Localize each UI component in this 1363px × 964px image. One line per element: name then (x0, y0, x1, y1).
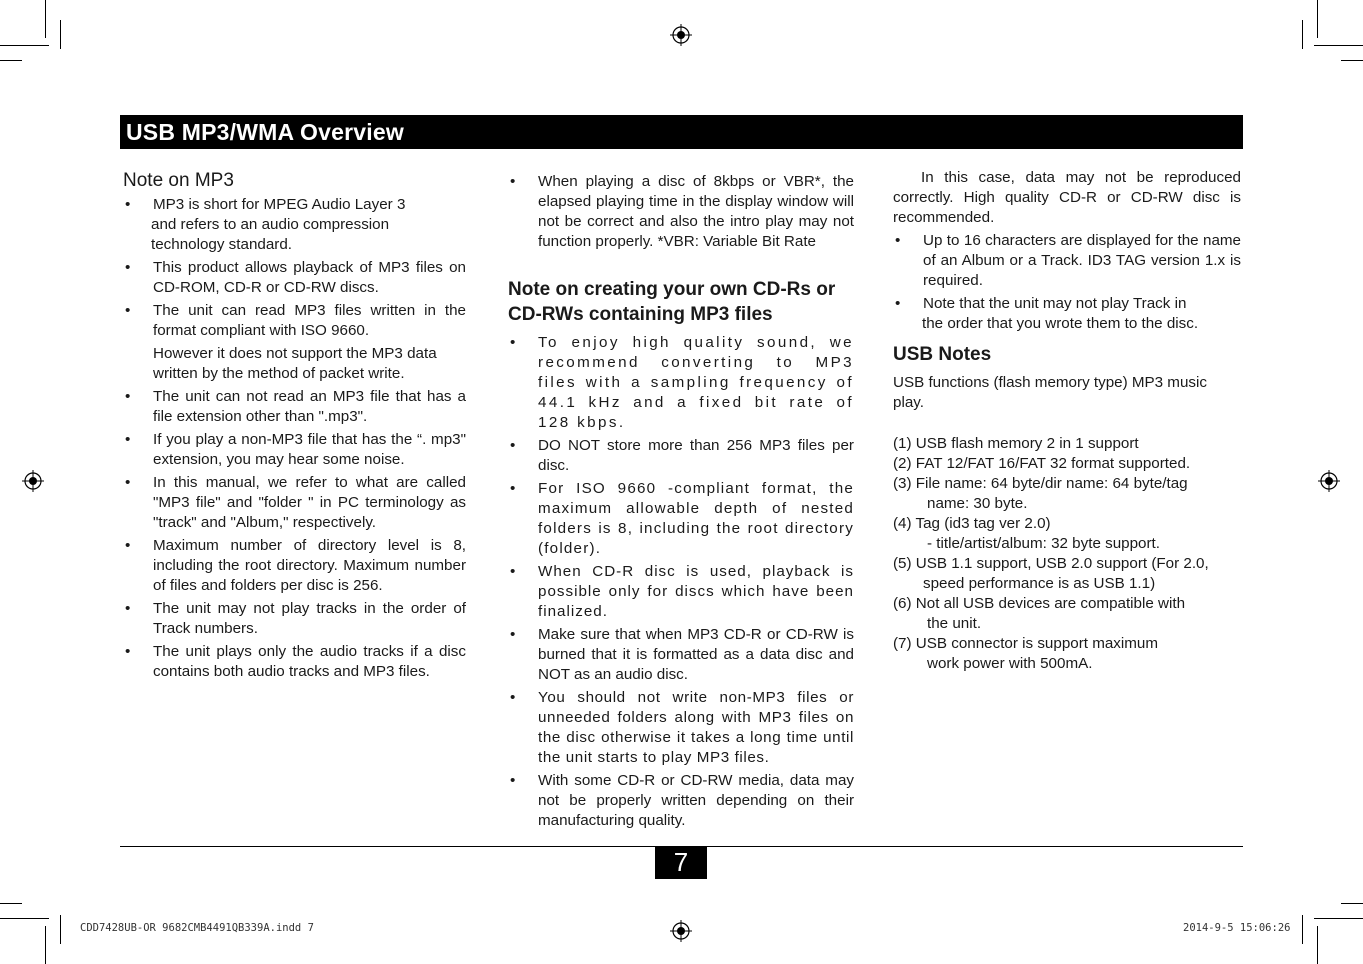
heading-note-on-mp3: Note on MP3 (123, 170, 234, 191)
item-text: To enjoy high quality sound, we recommend converting to MP3 files with a sampling frequency of 44.1 kHz and a fixed bit rate of 128 kbps. (538, 334, 854, 431)
list-item (893, 231, 1241, 291)
sub-paragraph: However it does not support the MP3 data written by the method of packet write. (153, 345, 437, 382)
list-item (893, 454, 1241, 474)
item-text: You should not write non-MP3 files or unneeded folders along with MP3 files on the disc otherwise it takes a long time until the unit starts to play MP3 files. (538, 689, 854, 766)
crop-mark (1302, 20, 1303, 49)
line: the order that you wrote them to the disc. (922, 315, 1199, 332)
list-item (123, 642, 466, 682)
line: (3) File name: 64 byte/dir name: 64 byte/tag (893, 475, 1188, 492)
bullet-icon: • (125, 196, 131, 213)
bullet-icon: • (510, 689, 516, 706)
line: (5) USB 1.1 support, USB 2.0 support (For 2.0, (893, 555, 1209, 572)
list-item (123, 301, 466, 341)
bullet-icon: • (125, 643, 131, 660)
list-item (123, 599, 466, 639)
line: MP3 is short for MPEG Audio Layer 3 (153, 196, 406, 213)
list-item (508, 333, 854, 433)
registration-mark-icon (670, 24, 692, 46)
line: work power with 500mA. (927, 655, 1093, 672)
list-item (123, 387, 466, 427)
item-text: Make sure that when MP3 CD-R or CD-RW is burned that it is formatted as a data disc and NOT as an audio disc. (538, 626, 854, 683)
list-item (508, 771, 854, 831)
bullet-icon: • (510, 437, 516, 454)
line: (2) FAT 12/FAT 16/FAT 32 format supported. (893, 455, 1191, 472)
line: and refers to an audio compression (151, 216, 390, 233)
crop-mark (1317, 0, 1318, 38)
heading-usb-notes: USB Notes (893, 344, 992, 365)
crop-mark (1317, 926, 1318, 964)
item-text: When playing a disc of 8kbps or VBR*, the elapsed playing time in the display window will not be correct and also the intro play may not function properly. *VBR: Variable Bit Rate (538, 173, 854, 250)
section-title: USB MP3/WMA Overview (120, 115, 1243, 149)
item-text: Maximum number of directory level is 8, including the root directory. Maximum number of files and folders per disc is 256. (153, 537, 466, 594)
line: name: 30 byte. (927, 495, 1028, 512)
crop-mark (45, 0, 46, 38)
list-item (123, 430, 466, 470)
paragraph: In this case, data may not be reproduced correctly. High quality CD-R or CD-RW disc is recommended. (893, 169, 1241, 226)
paragraph: USB functions (flash memory type) MP3 music play. (893, 374, 1207, 411)
list-item (893, 434, 1241, 454)
line: (7) USB connector is support maximum (893, 635, 1159, 652)
heading-creating-cds: Note on creating your own CD-Rs or CD-RWs containing MP3 files (508, 279, 836, 325)
column-usb-notes (893, 168, 1241, 674)
bullet-icon: • (895, 295, 901, 312)
crop-mark (45, 926, 46, 964)
crop-mark (0, 60, 22, 61)
item-text: If you play a non-MP3 file that has the “. mp3" extension, you may hear some noise. (153, 431, 466, 468)
column-note-on-mp3 (123, 168, 466, 685)
line: - title/artist/album: 32 byte support. (927, 535, 1160, 552)
list-item (893, 554, 1241, 594)
bullet-icon: • (510, 626, 516, 643)
crop-mark (0, 903, 22, 904)
crop-mark (0, 45, 49, 46)
bullet-icon: • (510, 772, 516, 789)
bullet-icon: • (125, 388, 131, 405)
item-text: DO NOT store more than 256 MP3 files per disc. (538, 437, 854, 474)
line: (1) USB flash memory 2 in 1 support (893, 435, 1139, 452)
list-item (508, 562, 854, 622)
item-text: Up to 16 characters are displayed for the name of an Album or a Track. ID3 TAG version 1.x is required. (923, 232, 1241, 289)
page-number: 7 (655, 846, 707, 879)
crop-mark (60, 20, 61, 49)
item-text: The unit can read MP3 files written in the format compliant with ISO 9660. (153, 302, 466, 339)
bullet-icon: • (125, 431, 131, 448)
registration-mark-icon (670, 920, 692, 942)
line: the unit. (927, 615, 982, 632)
crop-mark (1341, 60, 1363, 61)
list-item (893, 634, 1241, 674)
bullet-icon: • (125, 600, 131, 617)
usb-notes-list (893, 434, 1241, 674)
list-item (123, 473, 466, 533)
line: (4) Tag (id3 tag ver 2.0) (893, 515, 1051, 532)
item-text: With some CD-R or CD-RW media, data may not be properly written depending on their manufacturing quality. (538, 772, 854, 829)
crop-mark (1302, 915, 1303, 944)
line: Note that the unit may not play Track in (923, 295, 1187, 312)
item-text: This product allows playback of MP3 files on CD-ROM, CD-R or CD-RW discs. (153, 259, 466, 296)
list-item (893, 294, 1241, 334)
list-item (893, 594, 1241, 634)
list-item (123, 195, 466, 255)
item-text: In this manual, we refer to what are called "MP3 file" and "folder " in PC terminology as "track" and "Album," respectively. (153, 474, 466, 531)
bullet-icon: • (510, 173, 516, 190)
list-item (893, 514, 1241, 554)
list-item (508, 479, 854, 559)
footer-datetime: 2014-9-5 15:06:26 (1183, 922, 1291, 934)
registration-mark-icon (1318, 470, 1340, 492)
item-text: When CD-R disc is used, playback is possible only for discs which have been finalized. (538, 563, 854, 620)
item-text: The unit can not read an MP3 file that has a file extension other than ".mp3". (153, 388, 466, 425)
crop-mark (0, 918, 49, 919)
list-item (508, 688, 854, 768)
list-item (123, 258, 466, 298)
item-text: The unit plays only the audio tracks if a disc contains both audio tracks and MP3 files. (153, 643, 466, 680)
bullet-icon: • (510, 334, 516, 351)
crop-mark (1341, 903, 1363, 904)
bullet-icon: • (125, 259, 131, 276)
crop-mark (60, 915, 61, 944)
line: speed performance is as USB 1.1) (923, 575, 1156, 592)
bullet-icon: • (125, 302, 131, 319)
bullet-icon: • (125, 537, 131, 554)
crop-mark (1314, 45, 1363, 46)
column-creating-cds (508, 172, 854, 834)
registration-mark-icon (22, 470, 44, 492)
bullet-icon: • (510, 563, 516, 580)
list-item (893, 474, 1241, 514)
bullet-icon: • (895, 232, 901, 249)
line: technology standard. (151, 236, 293, 253)
list-item (508, 625, 854, 685)
item-text: The unit may not play tracks in the order of Track numbers. (153, 600, 466, 637)
crop-mark (1314, 918, 1363, 919)
item-text: For ISO 9660 -compliant format, the maximum allowable depth of nested folders is 8, including the root directory (folder). (538, 480, 854, 557)
list-item (508, 172, 854, 252)
footer-file-info: CDD7428UB-OR 9682CMB4491QB339A.indd 7 (80, 922, 314, 934)
list-item (508, 436, 854, 476)
list-item (123, 536, 466, 596)
bullet-icon: • (510, 480, 516, 497)
bullet-icon: • (125, 474, 131, 491)
line: (6) Not all USB devices are compatible with (893, 595, 1186, 612)
